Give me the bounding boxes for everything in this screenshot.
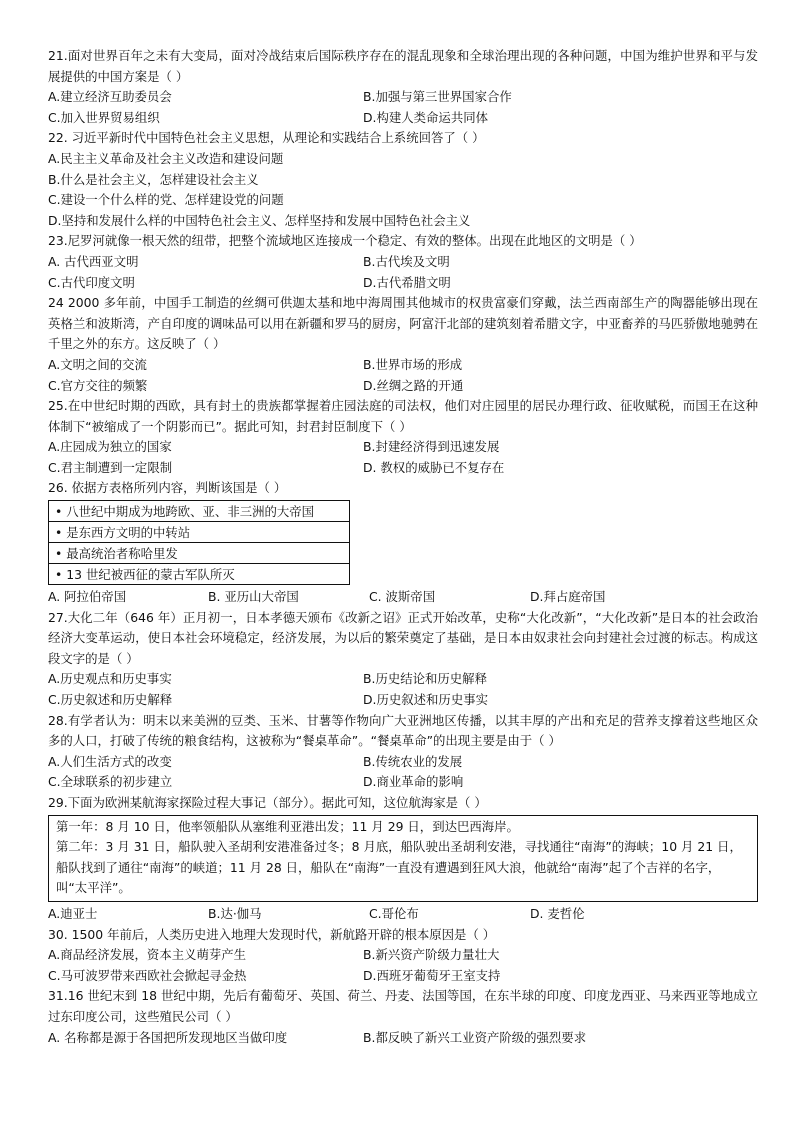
option-b: B.传统农业的发展 bbox=[363, 753, 463, 769]
option-d: D.商业革命的影响 bbox=[363, 774, 464, 790]
table-cell: • 是东西方文明的中转站 bbox=[49, 522, 350, 543]
option-c: C. 波斯帝国 bbox=[369, 589, 436, 605]
option-a: A. 古代西亚文明 bbox=[48, 253, 139, 269]
question-27-stem: 27.大化二年（646 年）正月初一，日本孝德天颁布《改新之诏》正式开始改革，史称“大化改新”，“大化改新”是日本的社会政治经济大变革运动，使日本社会环境稳定，经济发展，为以后的繁荣奠定了基础，是日本由奴隶社会向封建社会过渡的标志。构成这段文字的是（ ） bbox=[48, 609, 758, 666]
question-26-options bbox=[48, 587, 758, 608]
material-line: 第二年：3 月 31 日，船队驶入圣胡利安港准备过冬；8 月底，船队驶出圣胡利安港，寻找通往“南海”的海峡；10 月 21 日，船队找到了通往“南海”的峡道；11 月 28 日，船队在“南海”一直没有遭遇到狂风大浪，他就给“南海”起了个吉祥的名字，叫“太平洋”。 bbox=[56, 839, 742, 896]
table-cell: • 最高统治者称哈里发 bbox=[49, 543, 350, 564]
option-b: B.封建经济得到迅速发展 bbox=[363, 439, 500, 455]
option-b: B.什么是社会主义，怎样建设社会主义 bbox=[48, 171, 259, 187]
table-row bbox=[49, 501, 350, 522]
question-31-options bbox=[48, 1028, 758, 1049]
material-line: 第一年：8 月 10 日，他率领船队从塞维利亚港出发；11 月 29 日，到达巴西海岸。 bbox=[56, 818, 519, 834]
option-d: D.历史叙述和历史事实 bbox=[363, 692, 488, 708]
table-row bbox=[49, 543, 350, 564]
question-21-stem: 21.面对世界百年之未有大变局，面对冷战结束后国际秩序存在的混乱现象和全球治理出现的各种问题，中国为维护世界和平与发展提供的中国方案是（ ） bbox=[48, 48, 758, 84]
question-22-options bbox=[48, 149, 758, 231]
option-c: C.君主制遭到一定限制 bbox=[48, 459, 173, 475]
option-b: B.加强与第三世界国家合作 bbox=[363, 89, 512, 105]
option-a: A.商品经济发展，资本主义萌芽产生 bbox=[48, 947, 247, 963]
question-28-stem: 28.有学者认为：明末以来美洲的豆类、玉米、甘薯等作物向广大亚洲地区传播，以其丰厚的产出和充足的营养支撑着这些地区众多的人口，打破了传统的粮食结构，这被称为“餐桌革命”。“餐桌革命”的出现主要是由于（ ） bbox=[48, 712, 758, 749]
option-a: A.文明之间的交流 bbox=[48, 356, 147, 372]
option-a: A.民主主义革命及社会主义改造和建设问题 bbox=[48, 150, 284, 166]
option-c: C.哥伦布 bbox=[369, 905, 419, 921]
question-29-options bbox=[48, 904, 758, 925]
option-b: B.新兴资产阶级力量壮大 bbox=[363, 947, 500, 963]
question-26-stem: 26. 依据方表格所列内容，判断该国是（ ） bbox=[48, 480, 287, 496]
option-a: A.迪亚士 bbox=[48, 905, 98, 921]
table-row bbox=[49, 564, 350, 585]
option-d: D. 教权的威胁已不复存在 bbox=[363, 459, 505, 475]
option-d: D.古代希腊文明 bbox=[363, 274, 451, 290]
question-27-options bbox=[48, 669, 758, 710]
option-c: C.马可波罗带来西欧社会掀起寻金热 bbox=[48, 967, 247, 983]
table-cell: • 八世纪中期成为地跨欧、亚、非三洲的大帝国 bbox=[49, 501, 350, 522]
question-29-stem: 29.下面为欧洲某航海家探险过程大事记（部分）。据此可知，这位航海家是（ ） bbox=[48, 795, 487, 810]
option-a: A.建立经济互助委员会 bbox=[48, 89, 172, 105]
option-b: B.都反映了新兴工业资产阶级的强烈要求 bbox=[363, 1029, 587, 1045]
option-c: C.全球联系的初步建立 bbox=[48, 774, 173, 790]
option-c: C.加入世界贸易组织 bbox=[48, 109, 160, 125]
option-a: A. 名称都是源于各国把所发现地区当做印度 bbox=[48, 1029, 288, 1045]
question-31-stem: 31.16 世纪末到 18 世纪中期，先后有葡萄牙、英国、荷兰、丹麦、法国等国，在东半球的印度、印度龙西亚、马来西亚等地成立过东印度公司，这些殖民公司（ ） bbox=[48, 988, 758, 1024]
question-23-stem: 23.尼罗河就像一根天然的纽带，把整个流域地区连接成一个稳定、有效的整体。出现在此地区的文明是（ ） bbox=[48, 233, 642, 249]
option-b: B.古代埃及文明 bbox=[363, 253, 450, 269]
question-30-options bbox=[48, 945, 758, 986]
option-d: D.丝绸之路的开通 bbox=[363, 377, 464, 393]
option-b: B.世界市场的形成 bbox=[363, 356, 463, 372]
question-24-stem: 24 2000 多年前，中国手工制造的丝绸可供迦太基和地中海周围其他城市的权贵富豪们穿戴，法兰西南部生产的陶器能够出现在英格兰和波斯湾，产自印度的调味品可以用在新疆和罗马的厨房，阿富汗北部的建筑刻着希腊文字，中亚畜养的马匹骄傲地驰骋在千里之外的东方。这反映了（ ） bbox=[48, 295, 758, 352]
question-24-options bbox=[48, 355, 758, 396]
option-c: C.官方交往的频繁 bbox=[48, 377, 148, 393]
option-d: D. 麦哲伦 bbox=[530, 905, 585, 921]
table-cell: • 13 世纪被西征的蒙古军队所灭 bbox=[49, 564, 350, 585]
option-c: C.古代印度文明 bbox=[48, 274, 135, 290]
table-row bbox=[49, 522, 350, 543]
option-a: A.历史观点和历史事实 bbox=[48, 671, 172, 687]
option-d: D.西班牙葡萄牙王室支持 bbox=[363, 967, 501, 983]
question-25-stem: 25.在中世纪时期的西欧，具有封土的贵族都掌握着庄园法庭的司法权，他们对庄园里的居民办理行政、征收赋税，而国王在这种体制下“被缩成了一个阴影而已”。据此可知，封君封臣制度下（ ） bbox=[48, 398, 758, 434]
question-23-options bbox=[48, 252, 758, 293]
option-d: D.构建人类命运共同体 bbox=[363, 109, 488, 125]
question-28-options bbox=[48, 752, 758, 793]
exam-page bbox=[48, 46, 758, 1048]
question-25-options bbox=[48, 437, 758, 478]
option-d: D.坚持和发展什么样的中国特色社会主义、怎样坚持和发展中国特色社会主义 bbox=[48, 212, 471, 228]
option-d: D.拜占庭帝国 bbox=[530, 589, 606, 605]
option-a: A.庄园成为独立的国家 bbox=[48, 439, 172, 455]
option-a: A.人们生活方式的改变 bbox=[48, 753, 172, 769]
question-29-material bbox=[48, 815, 758, 902]
question-26-table bbox=[48, 500, 350, 585]
question-30-stem: 30. 1500 年前后，人类历史进入地理大发现时代，新航路开辟的根本原因是（ ） bbox=[48, 926, 496, 942]
option-b: B.达·伽马 bbox=[208, 905, 262, 921]
option-b: B.历史结论和历史解释 bbox=[363, 671, 487, 687]
option-c: C.建设一个什么样的党、怎样建设党的问题 bbox=[48, 192, 284, 208]
question-21-options bbox=[48, 87, 758, 128]
option-b: B. 亚历山大帝国 bbox=[208, 589, 299, 605]
option-c: C.历史叙述和历史解释 bbox=[48, 692, 173, 708]
option-a: A. 阿拉伯帝国 bbox=[48, 589, 127, 605]
question-22-stem: 22. 习近平新时代中国特色社会主义思想，从理论和实践结合上系统回答了（ ） bbox=[48, 130, 485, 146]
